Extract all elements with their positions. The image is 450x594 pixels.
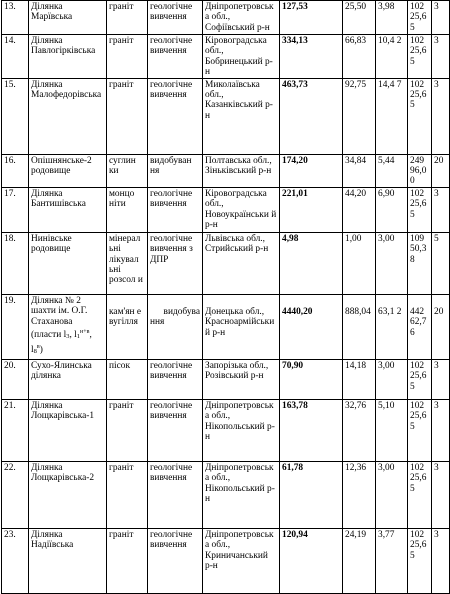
table-body xyxy=(2,1,450,594)
reserve-value: 127,53 xyxy=(280,1,343,35)
usage-purpose: геологічне вивчення xyxy=(148,187,203,232)
area-value: 25,50 xyxy=(343,1,376,35)
reserve-value: 4,98 xyxy=(280,232,343,294)
site-location: Дніпропетровськ а обл., Криничанський р-н xyxy=(203,528,280,593)
site-name: Ділянка Надіївська xyxy=(29,528,107,593)
site-name: Нинівське родовище xyxy=(29,232,107,294)
reserve-value: 70,90 xyxy=(280,359,343,399)
period-value: 3,00 xyxy=(376,461,408,528)
mineral-type xyxy=(107,294,148,359)
area-value: 24,19 xyxy=(343,528,376,593)
period-value: 3,00 xyxy=(376,232,408,294)
period-value: 10,4 2 xyxy=(376,35,408,79)
period-value: 63,1 2 xyxy=(376,294,408,359)
row-number: 21. xyxy=(2,399,29,461)
code-value: 102 25,6 5 xyxy=(408,528,432,593)
area-value: 12,36 xyxy=(343,461,376,528)
category-value: 3 xyxy=(432,35,450,79)
site-name-text: Ділянка № 2 шахти ім. О.Г. Стаханова (пласти l xyxy=(31,295,88,341)
mineral-type: граніт xyxy=(107,528,148,593)
category-value: 3 xyxy=(432,187,450,232)
site-location: Миколаївська обл., Казанківський р-н xyxy=(203,78,280,154)
code-value: 109 50,3 8 xyxy=(408,232,432,294)
code-value: 249 96,0 0 xyxy=(408,154,432,187)
purpose-line xyxy=(150,307,200,317)
site-name: Ділянка Марївська xyxy=(29,1,107,35)
mineral-type: граніт xyxy=(107,1,148,35)
table-row xyxy=(2,528,450,593)
site-name: Опішнянське-2 родовище xyxy=(29,154,107,187)
area-value: 34,84 xyxy=(343,154,376,187)
category-value: 3 xyxy=(432,461,450,528)
site-name: Ділянка Бантишівська xyxy=(29,187,107,232)
code-value: 102 25,6 5 xyxy=(408,461,432,528)
period-value: 3,77 xyxy=(376,528,408,593)
category-value: 3 xyxy=(432,528,450,593)
purpose-part: видобува xyxy=(163,306,200,317)
reserve-value: 163,78 xyxy=(280,399,343,461)
row-number: 23. xyxy=(2,528,29,593)
area-value: 92,75 xyxy=(343,78,376,154)
period-value: 5,10 xyxy=(376,399,408,461)
category-value: 3 xyxy=(432,78,450,154)
reserve-value: 61,78 xyxy=(280,461,343,528)
row-number: 14. xyxy=(2,35,29,79)
site-location: Полтавська обл., Зіньківський р-н xyxy=(203,154,280,187)
usage-purpose: геологічне вивчення xyxy=(148,528,203,593)
license-table xyxy=(1,0,450,594)
usage-purpose: геологічне вивчення xyxy=(148,461,203,528)
site-name xyxy=(29,294,107,359)
row-number: 19. xyxy=(2,294,29,359)
reserve-value: 463,73 xyxy=(280,78,343,154)
usage-purpose: геологічне вивчення xyxy=(148,359,203,399)
reserve-value: 174,20 xyxy=(280,154,343,187)
mineral-type: пісок xyxy=(107,359,148,399)
mineral-type: граніт xyxy=(107,399,148,461)
code-value: 442 62,7 6 xyxy=(408,294,432,359)
period-value: 3,98 xyxy=(376,1,408,35)
mineral-line: кам'ян е xyxy=(109,306,142,317)
category-value: 20 xyxy=(432,294,450,359)
purpose-part: ння xyxy=(150,317,165,328)
site-location: Львівська обл., Стрийський р-н xyxy=(203,232,280,294)
row-number: 15. xyxy=(2,78,29,154)
area-value: 1,00 xyxy=(343,232,376,294)
category-value: 20 xyxy=(432,154,450,187)
code-value: 102 25,6 5 xyxy=(408,399,432,461)
mineral-line: вугілля xyxy=(109,317,138,328)
site-name-text: ) xyxy=(39,345,43,356)
area-value: 32,76 xyxy=(343,399,376,461)
reserve-value: 4440,20 xyxy=(280,294,343,359)
reserve-value: 221,01 xyxy=(280,187,343,232)
period-value: 6,90 xyxy=(376,187,408,232)
code-value: 102 25,6 5 xyxy=(408,1,432,35)
code-value: 102 25,6 5 xyxy=(408,359,432,399)
area-value: 14,18 xyxy=(343,359,376,399)
area-value: 888,04 xyxy=(343,294,376,359)
mineral-type: граніт xyxy=(107,78,148,154)
code-value: 102 25,6 5 xyxy=(408,35,432,79)
row-number: 13. xyxy=(2,1,29,35)
period-value: 3,00 xyxy=(376,359,408,399)
row-number: 18. xyxy=(2,232,29,294)
site-location: Запорізька обл., Розівський р-н xyxy=(203,359,280,399)
usage-purpose: геологічне вивчення xyxy=(148,78,203,154)
seam-index: 1 xyxy=(76,333,80,341)
site-name-text: , l xyxy=(69,330,77,341)
usage-purpose: геологічне вивчення xyxy=(148,1,203,35)
usage-purpose: геологічне вивчення xyxy=(148,399,203,461)
site-location: Дніпропетровськ а обл., Нікопольський р-н xyxy=(203,461,280,528)
seam-index: 8 xyxy=(33,348,37,356)
row-number: 22. xyxy=(2,461,29,528)
usage-purpose: видобуван ня xyxy=(148,154,203,187)
area-value: 44,20 xyxy=(343,187,376,232)
table-row xyxy=(2,359,450,399)
site-location: Дніпропетровськ а обл., Нікопольський р-н xyxy=(203,399,280,461)
usage-purpose xyxy=(148,294,203,359)
usage-purpose: геологічне вивчення xyxy=(148,35,203,79)
site-location: Дніпропетровськ а обл., Софіївський р-н xyxy=(203,1,280,35)
site-location: Кіровоградська обл., Бобринецький р-н xyxy=(203,35,280,79)
period-value: 14,4 7 xyxy=(376,78,408,154)
table-row xyxy=(2,35,450,79)
mineral-type: граніт xyxy=(107,461,148,528)
seam-superscript: в xyxy=(36,344,40,351)
mineral-type: граніт xyxy=(107,35,148,79)
site-name: Ділянка Малофедорівська xyxy=(29,78,107,154)
table-row xyxy=(2,232,450,294)
category-value: 5 xyxy=(432,232,450,294)
reserve-value: 334,13 xyxy=(280,35,343,79)
usage-purpose: геологічне вивчення з ДПР xyxy=(148,232,203,294)
row-number: 17. xyxy=(2,187,29,232)
row-number: 20. xyxy=(2,359,29,399)
table-row xyxy=(2,399,450,461)
table-row xyxy=(2,1,450,35)
site-name: Сухо-Ялинська ділянка xyxy=(29,359,107,399)
category-value: 3 xyxy=(432,359,450,399)
category-value: 3 xyxy=(432,1,450,35)
category-value: 3 xyxy=(432,399,450,461)
site-name: Ділянка Павлогірківська xyxy=(29,35,107,79)
table-row xyxy=(2,154,450,187)
site-name: Ділянка Лощкарівська-2 xyxy=(29,461,107,528)
site-name: Ділянка Лощкарівська-1 xyxy=(29,399,107,461)
reserve-value: 120,94 xyxy=(280,528,343,593)
mineral-type: монцо ніти xyxy=(107,187,148,232)
period-value: 5,44 xyxy=(376,154,408,187)
table-row xyxy=(2,294,450,359)
table-row xyxy=(2,78,450,154)
row-number: 16. xyxy=(2,154,29,187)
site-name-text: , l xyxy=(31,330,92,356)
table-row xyxy=(2,461,450,528)
mineral-type: суглин ки xyxy=(107,154,148,187)
code-value: 102 25,6 5 xyxy=(408,187,432,232)
seam-superscript: н+в xyxy=(80,329,90,336)
table-row xyxy=(2,187,450,232)
seam-index: 3 xyxy=(66,333,70,341)
mineral-type: мінерал ьні лікувал ьні розсол и xyxy=(107,232,148,294)
site-location: Донецька обл., Красноармійськи й р-н xyxy=(203,294,280,359)
code-value: 102 25,6 5 xyxy=(408,78,432,154)
area-value: 66,83 xyxy=(343,35,376,79)
site-location: Кіровоградська обл., Новоукраїнськи й р-н xyxy=(203,187,280,232)
